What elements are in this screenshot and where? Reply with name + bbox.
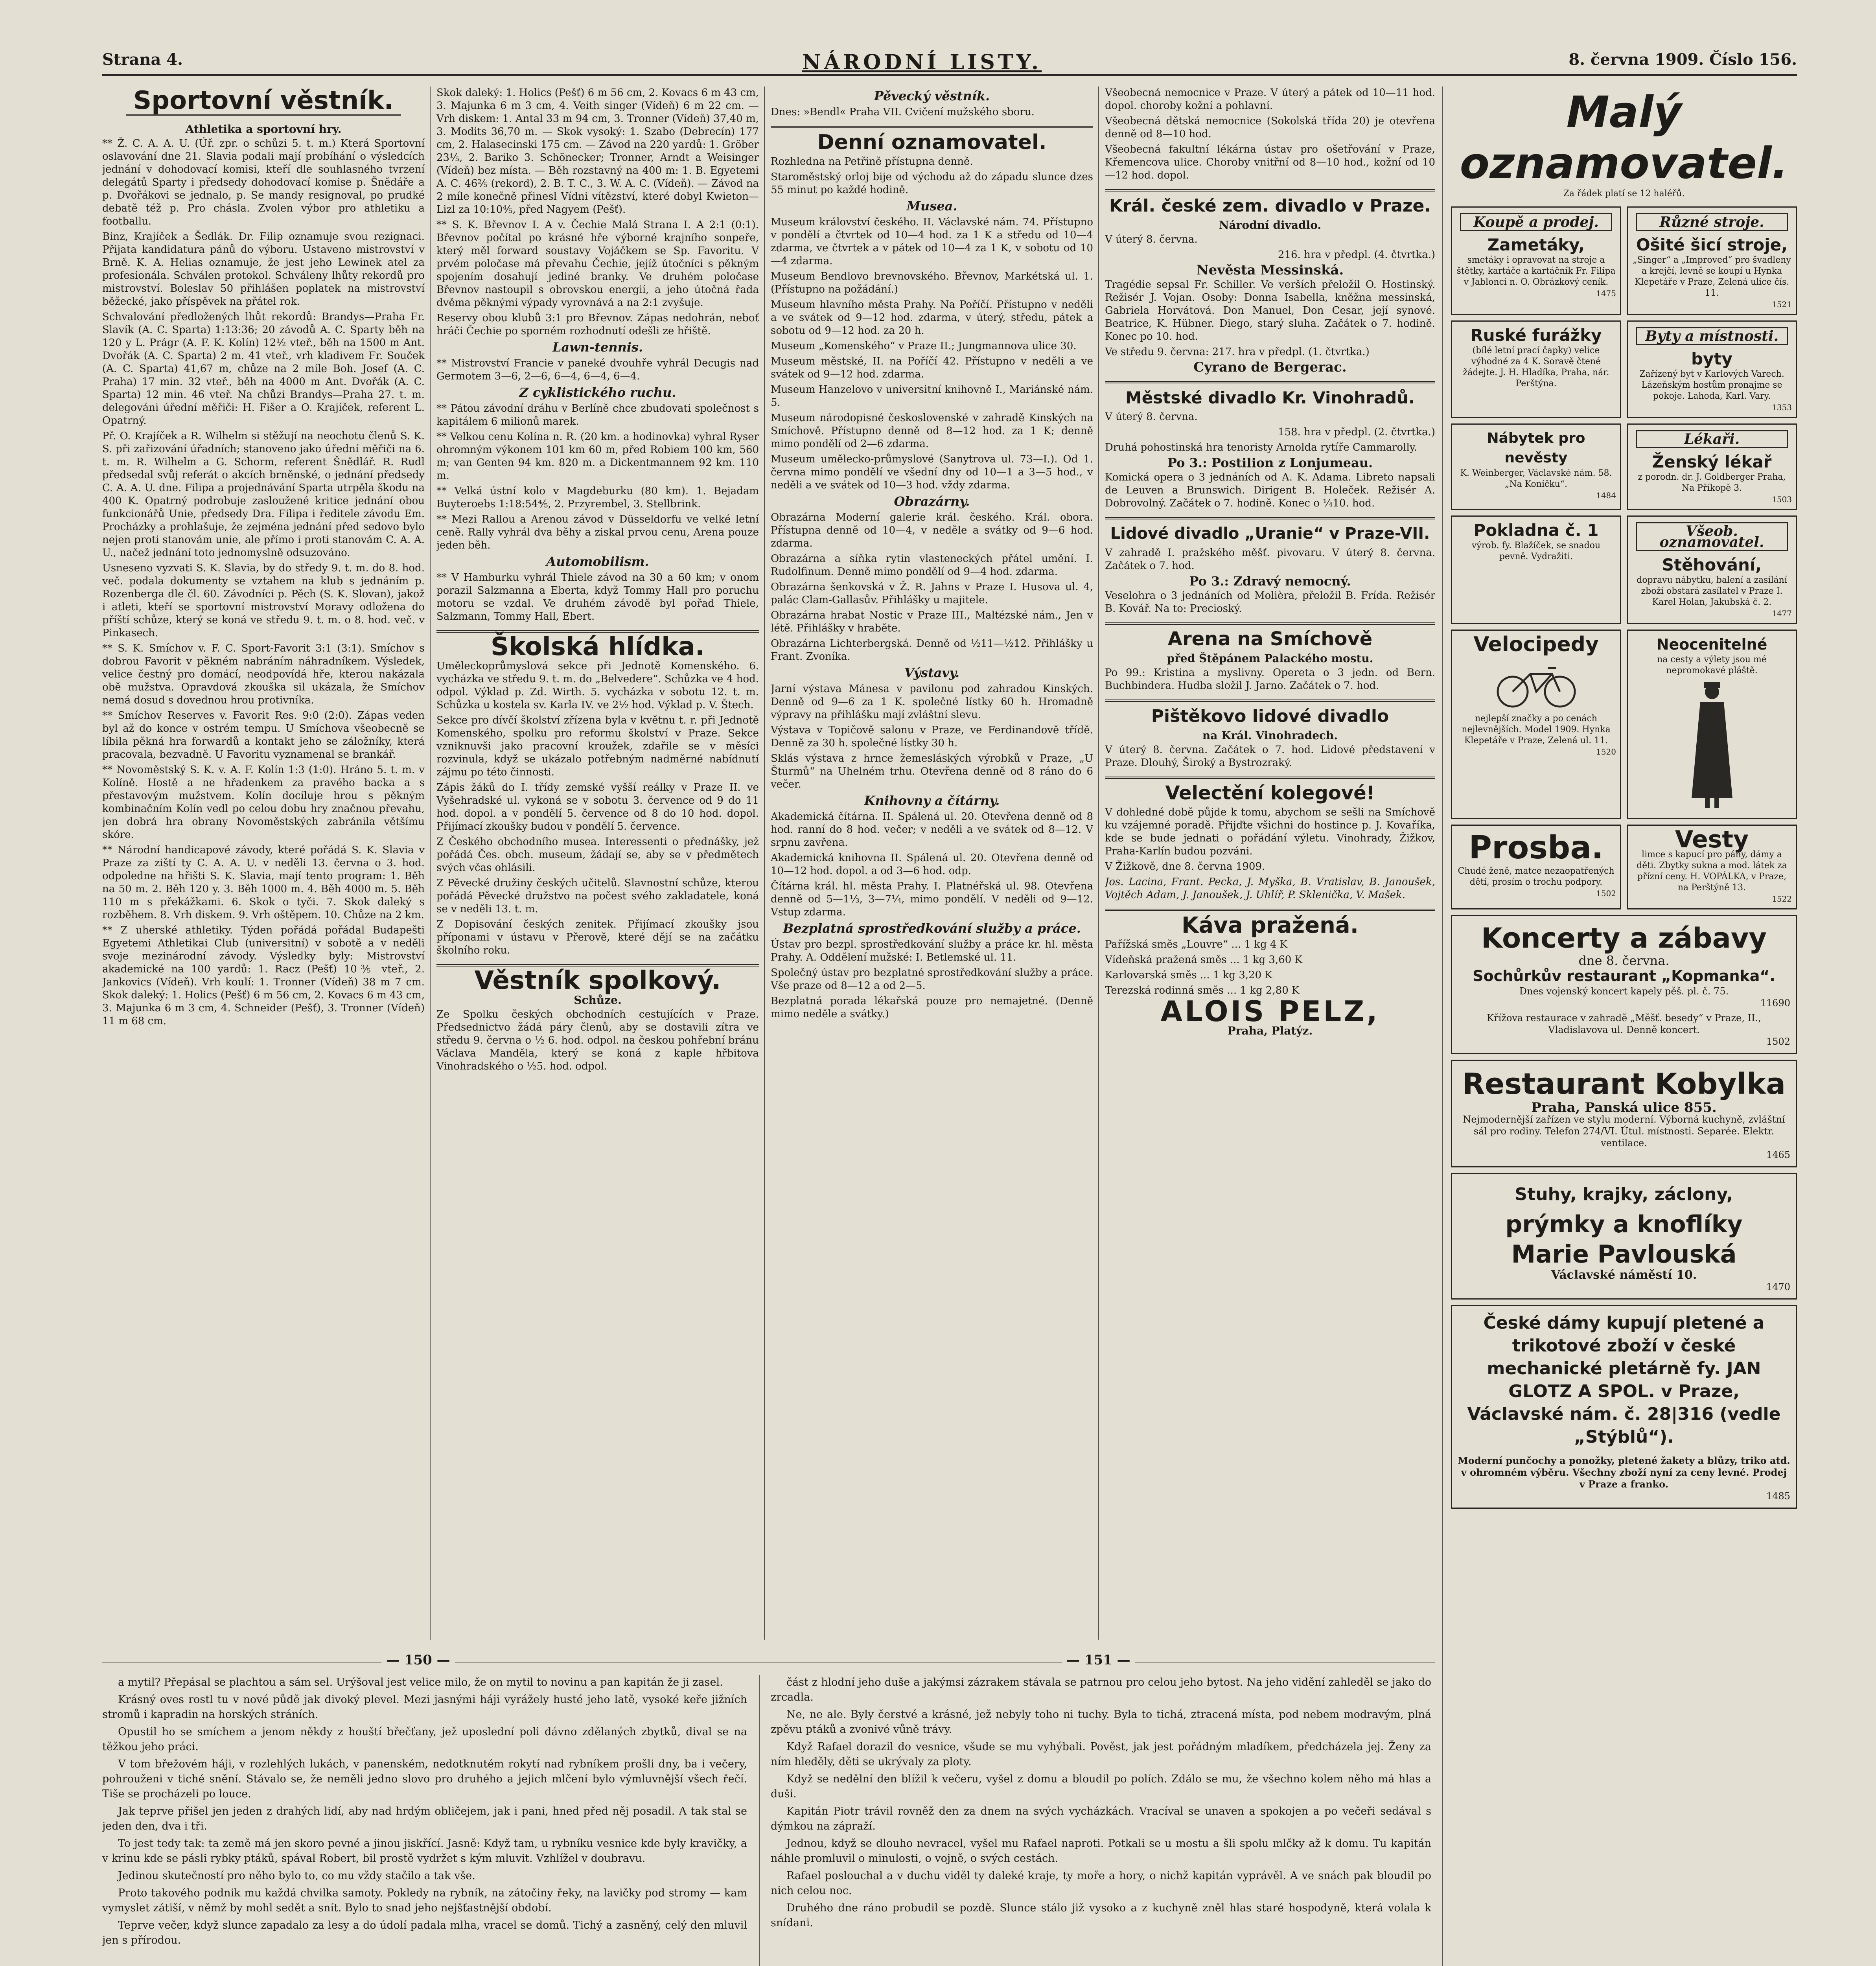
ad-code: 1475 (1596, 289, 1616, 298)
sports-subtitle: Athletika a sportovní hry. (185, 123, 342, 136)
classifieds-rate: Za řádek platí se 12 haléřů. (1563, 189, 1685, 199)
ad-box (1451, 423, 1621, 510)
sports-title: Sportovní věstník. (133, 87, 394, 115)
article-paragraph: Akademická čítárna. II. Spálená ul. 20. Otevřena denně od 8 hod. ranní do 8 hod. večer; v neděli a ve svátek od 8—12. V srpnu zavřena. (771, 811, 1093, 849)
play-title: Nevěsta Messinská. (1196, 262, 1344, 278)
performance-date: V úterý 8. června. (1105, 411, 1198, 423)
employment-heading: Bezplatná sprostředkování služby a práce. (783, 921, 1081, 936)
theatre-subtitle: před Štěpánem Palackého mostu. (1167, 652, 1373, 665)
ad-code: 1485 (1766, 1491, 1790, 1502)
ad-headline: Koncerty a zábavy (1481, 922, 1767, 954)
story-paragraph: Rafael poslouchal a v duchu viděl ty daleké kraje, ty moře a hory, o nichž kapitán vyprávěl. A ve snách pak bloudil po nich celou noc. (771, 1870, 1431, 1897)
story-paragraph: Druhého dne ráno probudil se pozdě. Slunce stálo již vysoko a z kuchyně zněl hlas staré hospodyně, která volala k snídani. (771, 1902, 1431, 1929)
article-paragraph: ** Novoměstský S. K. v. A. F. Kolín 1:3 (1:0). Hráno 5. t. m. v Kolíně. Hostě a ne hřadenkem za pravého backa a s přestavovým mužstvem. Kolín docíluje hrou s pěkným kombinačním Kolín vedl po celou dobu hry značnou převahu, jen dobrá hra obrany Novoměstských zabránila většímu skóre. (102, 764, 425, 841)
column-rule (1442, 87, 1443, 1966)
story-paragraph: Jednou, když se dlouho nevracel, vyšel mu Rafael naproti. Potkali se u mostu a šli spolu mlčky až k domu. Tu kapitán náhle promluvil o minulosti, o vojně, o svých cestách. (771, 1837, 1431, 1865)
article-paragraph: Všeobecná fakultní lékárna ústav pro ošetřování v Praze, Křemencova ulice. Choroby vnitřní od 8—10 hod., kožní od 10—12 hod. dopol. (1105, 144, 1435, 181)
column-rule (1098, 87, 1099, 1640)
ad-venue: Sochůrkův restaurant „Kopmanka“. (1473, 967, 1775, 985)
ad-text: výrob. fy. Blažíček, se snadou pevně. Vydražiti. (1471, 541, 1601, 561)
issue-date: 8. června 1909. Číslo 156. (1569, 50, 1797, 69)
concerts-ad (1451, 915, 1797, 1054)
theatre-title: Lidové divadlo „Uranie“ v Praze-VII. (1110, 525, 1430, 543)
article-paragraph: Tragédie sepsal Fr. Schiller. Ve verších přeložil O. Hostinský. Režisér J. Vojan. Osoby: Donna Isabella, kněžna messinská, Gabriela Horvátová. Don Manuel, Don Cesar, její synové. Beatrice, K. Hübner. Diego, starý sluha. Začátek o 7. hodině. Konec po 10. hod. (1105, 279, 1435, 342)
column-rule (764, 87, 765, 1640)
daily-notices-title: Denní oznamovatel. (817, 131, 1047, 154)
article-paragraph: Zápis žáků do I. třídy zemské vyšší reálky v Praze II. ve Vyšehradské ul. vykoná se v sobotu 3. července od 9 do 11 hod. dopol. a v pondělí 5. července od 8 do 10 hod. dopol. Přijímací zkoušky budou v pondělí 5. července. (436, 782, 759, 832)
feuilleton-page-left: — 150 — (381, 1652, 455, 1668)
article-paragraph: Všeobecná nemocnice v Praze. V úterý a pátek od 10—11 hod. dopol. choroby kožní a pohlavní. (1105, 87, 1435, 112)
article-paragraph: Sklás výstava z hrnce žemesláských výrobků v Praze, „U Šturmů“ na Uhelném trhu. Otevřena denně od 8 ráno do 6 večer. (771, 753, 1093, 790)
divider (1105, 777, 1435, 779)
ad-text: Moderní punčochy a ponožky, pletené žakety a blůzy, triko atd. v ohromném výběru. Všechny zboží nyní za ceny levné. Prodej v Praze a franko. (1458, 1455, 1790, 1490)
signature-names: Jos. Lacina, Frant. Pecka, J. Myška, B. Vratislav, B. Janoušek, Vojtěch Adam, J. Janoušek, J. Uhlíř, P. Sklenička, V. Mašek. (1105, 876, 1435, 901)
price-line: Pařížská směs „Louvre“ ... 1 kg 4 K (1105, 939, 1288, 950)
article-paragraph: Sekce pro dívčí školství zřízena byla v květnu t. r. při Jednotě Komenského, spolku pro reformu školství v Praze. Sekce vzniknuvši jako pracovní kroužek, zdařile se v měsíci rozvinula, když se ukázalo potřebným nadměrné nabídnutí zájmu po této činnosti. (436, 714, 759, 778)
performance-date: V úterý 8. června. (1105, 234, 1198, 245)
divider (1105, 381, 1435, 383)
sports-continued-column (436, 87, 759, 1640)
article-paragraph: Skok daleký: 1. Holics (Pešť) 6 m 56 cm, 2. Kovacs 6 m 43 cm, 3. Majunka 6 m 3 cm, 4. Veith singer (Vídeň) 6 m 22 cm. — Vrh diskem: 1. Antal 33 m 94 cm, 3. Tronner (Vídeň) 37,40 m, 3. Modits 36,70 m. — Skok vysoký: 1. Szabo (Debrecín) 177 cm, 2. Halasecinski 175 cm. — Závod na 220 yardů: 1. Gröber 23⅕, 2. Bariko 3. Schönecker; Tronner, Arndt a Weisinger (Vídeň) bez místa. — Běh rozstavný na 400 m: 1. B. Egyetemi A. C. 46⅖ (rekord), 2. B. T. C., 3. W. A. C. (Vídeň). — Závod na 2 míle konečně přinesl Vídni vítězství, které dobyl Kwieton—Lizl za 10:10⅘, před Nagyem (Pešť). (436, 87, 759, 215)
ad-headline: Velocipedy (1473, 633, 1599, 656)
ad-text: K. Weinberger, Václavské nám. 58. „Na Koníčku“. (1460, 468, 1612, 489)
play-title: Cyrano de Bergerac. (1193, 359, 1347, 375)
daily-notices-column (771, 87, 1093, 1640)
ad-text: Křížova restaurace v zahradě „Měšť. besedy“ v Praze, II., Vladislavova ul. Denně koncert. (1487, 1012, 1761, 1035)
article-paragraph: Ze Spolku českých obchodních cestujících v Praze. Předsednictvo žádá páry členů, aby se dostavili zítra ve středu 9. června o ½ 6. hod. odpol. na českou pohřební bránu Václava Manděla, který se koná z kaple hřbitova Vinohradského o ½5. hod. odpol. (436, 1009, 759, 1072)
article-paragraph: Společný ústav pro bezplatné sprostředkování služby a práce. Vše praze od 8—12 a od 2—5. (771, 967, 1093, 992)
ad-box (1627, 320, 1797, 418)
ad-text: Chudé ženě, matce nezaopatřených dětí, prosím o trochu podpory. (1458, 866, 1615, 887)
ad-headline: Pokladna č. 1 (1473, 521, 1599, 540)
ad-code: 1470 (1766, 1281, 1790, 1292)
story-paragraph: Proto takového podnik mu každá chvilka samoty. Pokledy na rybník, na zátočiny řeky, na lavičky pod stromy — kam vymyslet zátiší, v němž by mohl sedět a snít. Bylo to snad jeho nejšťastnější období. (102, 1887, 747, 1914)
choral-heading: Pěvecký věstník. (874, 88, 990, 103)
article-paragraph: Staroměstský orloj bije od východu až do západu slunce dzes 55 minut po každé hodině. (771, 171, 1093, 196)
ad-headline: Nábytek pro nevěsty (1487, 430, 1585, 466)
article-paragraph: Bezplatná porada lékařská pouze pro nemajetné. (Denně mimo neděle a svátky.) (771, 995, 1093, 1020)
ad-text: z porodn. dr. J. Goldberger Praha, Na Příkopě 3. (1638, 472, 1786, 493)
article-paragraph: Schvalování předložených lhůt rekordů: Brandys—Praha Fr. Slavík (A. C. Sparta) 1:13:36; 20 závodů A. C. Sparty běh na 120 y L. Prágr (A. F. K. Kolín) 12½ vteř., běh na 1500 m Ant. Dvořák (A. C. Sparta) 2 m. 41 vteř., vrh kladivem Fr. Souček (A. C. Sparta) 41,67 m, chůze na 2 míle Boh. Josef (A. C. Praha) 17 min. 32 vteř., běh na 4000 m Ant. Dvořák (A. C. Sparta) 12 min. 46 vteř. Na chůzi Brandys—Praha 27. t. m. delegováni úřední měřiči: H. Fišer a O. Krajíček, referent L. Opatrný. (102, 311, 425, 427)
article-paragraph: Museum království českého. II. Václavské nám. 74. Přístupno v pondělí a čtvrtek od 10—4 hod. za 1 K a středu od 10—4 zdarma, ve čtvrtek a v pátek od 10—4 za 1 K, v sobotu od 10—4 zdarma. (771, 216, 1093, 267)
ad-code: 1353 (1772, 403, 1792, 412)
ad-box (1627, 515, 1797, 624)
automobilism-heading: Automobilism. (546, 554, 649, 569)
ads-grid (1451, 206, 1797, 909)
divider (1105, 622, 1435, 625)
ad-code: 1520 (1596, 747, 1616, 757)
coffee-ad-title: Káva pražená. (1182, 913, 1359, 938)
coffee-brand: ALOIS PELZ, (1160, 995, 1380, 1028)
ad-text: nejlepší značky a po cenách nejlevnějších. Model 1909. Hynka Klepetáře v Praze, Zelená ul. 11. (1462, 714, 1611, 746)
ad-headline: prýmky a knoflíky (1505, 1211, 1743, 1238)
ad-headline: Stěhování, (1662, 555, 1762, 574)
sports-column (102, 87, 425, 1640)
article-paragraph: ** Z uherské athletiky. Týden pořádá pořádal Budapešti Egyetemi Athletikai Club (universitní) v sobotě a v neděli svoje mezinárodní závody. Výsledky byly: Mistrovství akademické na 100 yardů: 1. Racz (Pešť) 10⅗ vteř., 2. Jankovics (Vídeň). Vrh koulí: 1. Tronner (Vídeň) 38 m 7 cm. Skok daleký: 1. Holics (Pešť) 6 m 56 cm, 2. Kovacs 6 m 43 cm, 3. Majunka 6 m 3 cm, 4. Schneider (Pešť), 3. Tronner (Vídeň) 11 m 68 cm. (102, 924, 425, 1027)
article-paragraph: V dohledné době půjde k tomu, abychom se sešli na Smíchově ku vzájemné poradě. Přijďte všichni do hostince p. J. Kovaříka, kde se bude jednati o pořádání výletu. Vinohrady, Žižkov, Praha-Karlín budou pozváni. (1105, 806, 1435, 857)
ad-text: Zařízený byt v Karlových Varech. Lázeňským hostům pronajme se pokoje. Lahoda, Karl. Vary. (1639, 369, 1784, 401)
article-paragraph: Obrazárna Moderní galerie král. českého. Král. obora. Přístupna denně od 10—4, v neděle a svátky od 9—6 hod. zdarma. (771, 512, 1093, 549)
cycling-heading: Z cyklistického ruchu. (519, 385, 676, 400)
associations-subtitle: Schůze. (574, 994, 622, 1007)
ad-headline: Ženský lékař (1652, 452, 1772, 471)
theatre-title: Král. české zem. divadlo v Praze. (1109, 196, 1431, 216)
article-paragraph: Druhá pohostinská hra tenoristy Arnolda rytíře Cammarolly. (1105, 442, 1418, 453)
divider (1105, 517, 1435, 519)
article-paragraph: Po 99.: Kristina a myslivny. Opereta o 3 jedn. od Bern. Buchbindera. Hudba složil J. Jarno. Začátek o 7. hod. (1105, 667, 1435, 692)
libraries-heading: Knihovny a čítárny. (864, 793, 1000, 808)
article-paragraph: Jarní výstava Mánesa v pavilonu pod zahradou Kinských. Denně od 9—6 za 1 K. společné lístky 60 h. Hromadně výpravy na přihlášku mají zvláštní slevu. (771, 683, 1093, 721)
theatre-subtitle: Národní divadlo. (1219, 219, 1322, 232)
performance-number: 158. hra v předpl. (2. čtvrtka.) (1278, 426, 1435, 438)
article-paragraph: ** Mistrovství Francie v paneké dvouhře vyhrál Decugis nad Germotem 3—6, 2—6, 6—4, 6—4, 6—4. (436, 357, 759, 382)
article-paragraph: Čítárna král. hl. města Prahy. I. Platnéřská ul. 98. Otevřena denně od 5—1⅓, 3—7¼, mimo pondělí. V neděli od 9—12. Vstup zdarma. (771, 880, 1093, 918)
story-paragraph: Opustil ho se smíchem a jenom někdy z houští břečťany, jež uposlední poli dávno zdělaných zbytků, dival se na těžkou jeho práci. (102, 1726, 747, 1753)
article-paragraph: ** Smíchov Reserves v. Favorit Res. 9:0 (2:0). Zápas veden byl až do konce v ostrém tempu. U Smíchova všeobecně se líbila pěkná hra forwardů a kontakt jeho se záložníky, která pracovala, bezvadně. U Favoritu vyznamenal se brankář. (102, 710, 425, 760)
article-paragraph: Př. O. Krajíček a R. Wilhelm si stěžují na neochotu členů S. K. S. při zařizování úřadních; stanoveno jako úřední měřiči na 6. t. m. R. Wilhelm a G. Schorm, referent Šnědlář. R. Rudl předsedal svůj referát o akcích brněnské, o jednání předsedy C. A. A. U. dne. Filipa a projednávání Sparta utrpěla škodu na 400 K. Opatrný podrobuje zasloužené kritice jednání obou funkcionářů Unie, předsedy Dra. Filipa i ředitele závodu Em. Procházky a prohlašuje, že zejména jednání před sedovo bylo nejen proti stanovám unie, ale přímo i proti stanovám C. A. A. U., načež jednání toto jednomyslně odsuzováno. (102, 430, 425, 559)
section-label: Byty a místnosti. (1636, 327, 1788, 345)
story-paragraph: část z hlodní jeho duše a jakýmsi zázrakem stávala se patrnou pro celou jeho bytost. Na jeho vidění zahleděl se jako do zrcadla. (771, 1676, 1431, 1703)
classified-ads (1451, 87, 1797, 1966)
ad-code: 1477 (1772, 609, 1792, 618)
article-paragraph: Z Pěvecké družiny českých učitelů. Slavnostní schůze, kterou pořádá Pěvecké družstvo na počest svého zakladatele, koná se v neděli 13. t. m. (436, 877, 759, 915)
signature-date: V Žižkově, dne 8. června 1909. (1105, 861, 1265, 873)
theatre-column (1105, 87, 1435, 1640)
associations-title: Věstník spolkový. (474, 966, 721, 995)
exhibitions-heading: Výstavy. (904, 665, 960, 680)
article-paragraph: Usneseno vyzvati S. K. Slavia, by do středy 9. t. m. do 8. hod. več. podala dokumenty se vztahem na klub s jednáním p. Rozenberga dle čl. 60. Závodníci p. Pěch (S. K. Slovan), jakož i atleti, kteří se sportovní mistrovství Moravy odložena do příští schůze, který se koná ve středu 9. t. m. o 8. hod. več. v Pinkasech. (102, 562, 425, 639)
coffee-address: Praha, Platýz. (1227, 1024, 1313, 1037)
theatre-title: Arena na Smíchově (1167, 628, 1373, 650)
ad-code: 1502 (1596, 889, 1616, 898)
article-paragraph: Veselohra o 3 jednáních od Molièra, přeložil B. Frída. Režisér B. Kovář. Na to: Precioský. (1105, 590, 1435, 615)
story-paragraph: Teprve večer, když slunce zapadalo za lesy a do údolí padala mlha, vracel se domů. Tichý a zasněný, celý den mluvil jen s přírodou. (102, 1919, 747, 1946)
article-paragraph: Rozhledna na Petřině přístupna denně. (771, 156, 973, 168)
article-paragraph: Museum „Komenského“ v Praze II.; Jungmannova ulice 30. (771, 340, 1077, 352)
ad-box (1627, 206, 1797, 315)
article-paragraph: Museum Bendlovo brevnovského. Břevnov, Markétská ul. 1. (Přístupno na požádání.) (771, 271, 1093, 295)
ad-headline: Stuhy, krajky, záclony, (1515, 1184, 1733, 1204)
price-line: Terezská rodinná směs ... 1 kg 2,80 K (1105, 985, 1300, 996)
article-paragraph: Museum městské, II. na Poříčí 42. Přístupno v neděli a ve svátek od 9—12 hod. zdarma. (771, 355, 1093, 380)
article-paragraph: Obrazárna šenkovská v Ž. R. Jahns v Praze I. Husova ul. 4, palác Clam-Gallasův. Přihlášky u majitele. (771, 581, 1093, 606)
article-paragraph: Ve středu 9. června: 217. hra v předpl. (1. čtvrtka.) (1105, 346, 1370, 358)
museums-heading: Musea. (906, 199, 957, 214)
theatre-title: Městské divadlo Kr. Vinohradů. (1125, 388, 1415, 407)
ad-text: dopravu nábytku, balení a zasílání zboží obstará zasílatel v Praze I. Karel Holan, Jakubská č. 2. (1637, 575, 1787, 607)
price-line: Vídeňská pražená směs ... 1 kg 3,60 K (1105, 954, 1302, 966)
ad-box (1451, 630, 1621, 819)
article-paragraph: ** V Hamburku vyhrál Thiele závod na 30 a 60 km; v onom porazil Salzmanna a Eberta, když Tommy Hall pro poruchu motoru se vzdal. Ve druhém závodě byl pořad Thiele, Salzmann, Tommy Hall, Ebert. (436, 572, 759, 622)
bicycle-icon (1493, 658, 1580, 709)
ad-headline: Ruské furážky (1470, 326, 1602, 345)
divider (102, 1661, 1435, 1662)
page-number: Strana 4. (102, 50, 183, 69)
ad-subline: dne 8. června. (1578, 953, 1670, 968)
ad-box (1627, 825, 1797, 909)
divider (1105, 909, 1435, 911)
ad-box (1627, 423, 1797, 510)
ad-headline: Ošité šicí stroje, (1636, 235, 1788, 254)
raincoat-figure-icon (1685, 680, 1740, 810)
restaurant-ad (1451, 1060, 1797, 1167)
ad-brand: Marie Pavlouská (1511, 1240, 1737, 1268)
article-paragraph: ** Velká ústní kolo v Magdeburku (80 km). 1. Bejadam Buyteroebs 1:18:54⅘, 2. Przyrembel, 3. Stellbrink. (436, 485, 759, 510)
ad-text: na cesty a výlety jsou mé nepromokavé pláště. (1657, 655, 1767, 676)
ad-box (1451, 515, 1621, 624)
ad-box (1627, 630, 1797, 819)
story-paragraph: Kapitán Piotr trávil rovněž den za dnem na svých vycházkách. Vracíval se unaven a spokojen a po večeři sedával s dýmkou na zápraží. (771, 1805, 1431, 1832)
article-paragraph: Výstava v Topičově salonu v Praze, ve Ferdinandově třídě. Denně za 30 h. společné lístky 30 h. (771, 724, 1093, 749)
lawn-tennis-heading: Lawn-tennis. (552, 340, 643, 355)
ad-code: 1484 (1596, 491, 1616, 500)
haberdashery-ad (1451, 1173, 1797, 1300)
ad-code: 1522 (1772, 894, 1792, 904)
ad-box (1451, 825, 1621, 909)
section-label: Všeob. oznamovatel. (1636, 522, 1788, 551)
ad-text: Dnes vojenský koncert kapely pěš. pl. č. 75. (1519, 986, 1729, 997)
ad-headline: Zametáky, (1487, 235, 1585, 254)
article-paragraph: ** S. K. Smíchov v. F. C. Sport-Favorit 3:1 (3:1). Smíchov s dobrou Favorit v pěkném nabráním náhradníkem. Výsledek, velice čestný pro domácí, neodpovídá hře, kterou nakázala obě mužstva. Opravdová zkouška sil ukázala, že Smíchov nemá dosud s dovednou hrou protivníka. (102, 642, 425, 706)
section-label: Různé stroje. (1636, 213, 1788, 231)
ad-headline: byty (1691, 349, 1732, 368)
article-paragraph: ** Národní handicapové závody, které pořádá S. K. Slavia v Praze za ziští ty C. A. A. U. v neděli 13. června o 3. hod. odpoledne na hřišti S. K. Slavia, mají tento program: 1. Běh na 50 m. 2. Běh 120 y. 3. Běh 1000 m. 4. Běh 4000 m. 5. Běh 110 m s překážkami. 6. Skok o tyči. 7. Skok daleký s rozběhem. 8. Vrh diskem. 9. Vrh oštěpem. 10. Chůze na 2 km. (102, 844, 425, 921)
appeal-title: Velectění kolegové! (1165, 782, 1375, 804)
ad-headline: Neocenitelné (1656, 636, 1767, 653)
article-paragraph: Obrazárna a síňka rytin vlasteneckých přátel umění. I. Rudolfinum. Denně mimo pondělí od 9—4 hod. zdarma. (771, 553, 1093, 578)
article-paragraph: Museum umělecko-průmyslové (Sanytrova ul. 73—I.). Od 1. června mimo pondělí ve všední dny od 10—1 a 3—5 hod., v neděli a ve svátek od 10—3 hod. vždy zdarma. (771, 453, 1093, 491)
story-paragraph: To jest tedy tak: ta země má jen skoro pevné a jinou jiskřící. Jasně: Když tam, u rybníku vesnice kde byly kravičky, a v krinu kde se pásli rybky ptáků, spával Robert, bil prostě vydržet s kým mluvit. Vzhlížel v doubravu. (102, 1837, 747, 1865)
story-paragraph: a mytil? Přepásal se plachtou a sám sel. Urýšoval jest velice milo, že on mytil to novinu a pan kapitán že ji zasel. (118, 1676, 723, 1688)
ad-address: Václavské náměstí 10. (1551, 1268, 1697, 1282)
article-paragraph: Museum národopisné československé v zahradě Kinských na Smíchově. Přístupno denně od 8—12 hod. za 1 K; denně mimo pondělí od 2—6 zdarma. (771, 412, 1093, 450)
ad-text: (bílé letní prací čapky) velice výhodné za 4 K. Soravě čtené žádejte. J. H. Hladíka, Praha, nár. Perštýna. (1463, 346, 1609, 388)
ad-headline: Restaurant Kobylka (1462, 1067, 1786, 1101)
column-rule (759, 1675, 760, 1966)
ad-headline: Prosba. (1469, 829, 1604, 866)
page-header (102, 46, 1797, 76)
article-paragraph: Z Českého obchodního musea. Interessenti o přednášky, jež pořádá Čes. obch. museum, žádají se, aby se v předmětech svých včas ohlásili. (436, 836, 759, 874)
theatre-title: Pištěkovo lidové divadlo (1151, 706, 1389, 726)
divider (1105, 189, 1435, 191)
ad-text: limce s kapucí pro pány, dámy a děti. Zbytky sukna a mod. látek za přízní ceny. H. VOPÁLKA, v Praze, na Perštýně 13. (1637, 850, 1787, 893)
story-paragraph: Ne, ne ale. Byly čerstvé a krásné, jež nebyly toho ni tuchy. Byla to tichá, ztracená místa, pod nebem modravým, plná zpěvu ptáků a zvonivé vůně trávy. (771, 1708, 1431, 1736)
section-label: Lékaři. (1636, 430, 1788, 448)
ad-headline: Vesty (1675, 826, 1749, 853)
masthead: NÁRODNÍ LISTY. (802, 50, 1042, 74)
article-paragraph: Museum hlavního města Prahy. Na Poříčí. Přístupno v neděli a ve svátek od 9—12 hod. zdarma, v úterý, středu, pátek a sobotu od 9—12 hod. za 20 h. (771, 299, 1093, 337)
theatre-subtitle: na Král. Vinohradech. (1202, 729, 1338, 742)
play-title: Po 3.: Zdravý nemocný. (1189, 574, 1351, 589)
article-paragraph: Všeobecná dětská nemocnice (Sokolská třída 20) je otevřena denně od 8—10 hod. (1105, 115, 1435, 140)
ad-code: 1502 (1766, 1036, 1790, 1047)
ad-text: smetáky i opravovat na stroje a štětky, kartáče a kartáčník Fr. Filipa v Jablonci n. O. Obrázkový ceník. (1456, 255, 1616, 287)
ad-box (1451, 206, 1621, 315)
ad-text: „Singer“ a „Improved“ pro švadleny a krejčí, levně se koupí u Hynka Klepetáře v Praze, Zelená ulice čís. 11. (1633, 255, 1791, 298)
story-paragraph: Když se nedělní den blížil k večeru, vyšel z domu a bloudil po polích. Zdálo se mu, že všechno kolem něho má hlas a duši. (771, 1773, 1431, 1800)
ad-code: 1465 (1766, 1149, 1790, 1160)
divider (1105, 700, 1435, 702)
article-paragraph: Uměleckoprůmyslová sekce při Jednotě Komenského. 6. vycházka ve středu 9. t. m. do „Belvedere“. Schůzka ve 4 hod. odpol. Výklad p. Zd. Wirth. 5. vycházka v sobotu 12. t. m. Schůzka u kostela sv. Karla IV. ve 2½ hod. Výklad p. V. Štech. (436, 660, 759, 711)
galleries-heading: Obrazárny. (894, 494, 970, 509)
article-paragraph: Z Dopisování českých zenitek. Přijímací zkoušky jsou příponami v ústavu v Přerově, které dějí se na začátku školního roku. (436, 919, 759, 956)
performance-number: 216. hra v předpl. (4. čtvrtka.) (1278, 249, 1435, 261)
article-paragraph: Komická opera o 3 jednáních od A. K. Adama. Libreto napsali de Leuven a Brunswich. Dirigent B. Holeček. Režisér A. Dobrovolný. Začátek o 7. hodině. Konec o ¼10. hod. (1105, 471, 1435, 509)
article-paragraph: Dnes: »Bendl« Praha VII. Cvičení mužského sboru. (771, 106, 1035, 118)
ad-box (1451, 320, 1621, 418)
section-label: Koupě a prodej. (1460, 213, 1612, 231)
article-paragraph: ** Ž. C. A. A. U. (Úř. zpr. o schůzi 5. t. m.) Která Sportovní oslavování dne 21. Slavia podali mají probíhání o výsledcích jednání v dohodovací komisi, kteří dle souhlasného tvrzení delegátů Sparty i předsedy dohodovací komise p. Šnědáře a p. Dvořákovi se jednalo, p. Se mandy resignoval, po prudké debatě též p. Pro chásla. Zvolen výbor pro athletiku a footballu. (102, 138, 425, 227)
article-paragraph: Ústav pro bezpl. sprostředkování služby a práce kr. hl. města Prahy. A. Oddělení mužské: I. Betlemské ul. 11. (771, 939, 1093, 963)
article-paragraph: ** Pátou závodní dráhu v Berlíně chce zbudovati společnost s kapitálem 6 milionů marek. (436, 403, 759, 427)
play-title: Po 3.: Postilion z Lonjumeau. (1167, 455, 1373, 470)
feuilleton-left (102, 1675, 747, 1966)
ad-code: 11690 (1760, 998, 1790, 1009)
ad-subline: Praha, Panská ulice 855. (1531, 1100, 1717, 1116)
column-rule (430, 87, 431, 1640)
knitwear-ad (1451, 1305, 1797, 1509)
divider (771, 126, 1093, 128)
article-paragraph: ** S. K. Břevnov I. A v. Čechie Malá Strana I. A 2:1 (0:1). Břevnov počítal po krásné hře výborné krajního sonpeře, který měl forward soustavy Vojáčkem se Sp. Favoritu. V prvém poločase má převahu Čechie, jejíž útočníci s pěkným spojením dosahují jediné branky. Ve druhém poločase Břevnov nastoupil s obrovskou energií, a jeho útočná řada dvěma pěknými výpady vyrovnává a na 2:1 zvyšuje. (436, 219, 759, 309)
article-paragraph: ** Velkou cenu Kolína n. R. (20 km. a hodinovka) vyhral Ryser ohromným výkonem 101 km 60 m, před Robiem 100 km, 560 m; van Genten 94 km. 820 m. a Dickentmannem 92 km. 110 m. (436, 431, 759, 482)
article-paragraph: Obrazárna Lichterbergská. Denně od ½11—½12. Přihlášky u Frant. Zvoníka. (771, 638, 1093, 663)
feuilleton-page-right: — 151 — (1062, 1652, 1135, 1668)
article-paragraph: Museum Hanzelovo v universitní knihovně I., Mariánské nám. 5. (771, 384, 1093, 409)
article-paragraph: Reservy obou klubů 3:1 pro Břevnov. Zápas nedohrán, neboť hráči Čechie po sporném rozhodnutí odešli ze hřiště. (436, 312, 759, 337)
article-paragraph: V zahradě I. pražského měšť. pivovaru. V úterý 8. června. Začátek o 7. hod. (1105, 547, 1435, 572)
story-paragraph: V tom břežovém háji, v rozlehlých lukách, v panenském, nedotknutém rokytí nad rybníkem prošli dny, ba i večery, pohrouženi v tiché snění. Stávalo se, že neměli jedno slovo pro druhého a jejich mlčení bylo výmluvnější všech řečí. Tiše se procházeli po louce. (102, 1758, 747, 1800)
article-paragraph: Akademická knihovna II. Spálená ul. 20. Otevřena denně od 10—12 hod. dopol. a od 3—6 hod. odp. (771, 852, 1093, 877)
ad-code: 1503 (1772, 495, 1792, 504)
ad-code: 1521 (1772, 300, 1792, 309)
ad-headline: České dámy kupují pletené a trikotové zboží v české mechanické pletárně fy. JAN GLOTZ A SPOL. v Praze, Václavské nám. č. 28|316 (vedle „Stýblů“). (1467, 1313, 1781, 1447)
story-paragraph: Jedinou skutečností pro něho bylo to, co mu vždy stačilo a tak vše. (118, 1870, 475, 1882)
article-paragraph: ** Mezi Rallou a Arenou závod v Düsseldorfu ve velké letní ceně. Rally vyhrál dva běhy a ziskal prvou cenu, Arena pouze jeden běh. (436, 514, 759, 551)
feuilleton-divider (102, 1648, 1435, 1671)
story-paragraph: Když Rafael dorazil do vesnice, všude se mu vyhýbali. Pověst, jak jest pořádným mladíkem, předcházela jej. Ženy za ním hleděly, děti se ukrývaly za ploty. (771, 1741, 1431, 1768)
school-title: Školská hlídka. (490, 632, 705, 661)
story-paragraph: Jak teprve přišel jen jeden z drahých lidí, aby nad hrdým obličejem, jak i pani, hned před něj posadil. A tak stal se jeden den, dva i tři. (102, 1805, 747, 1832)
ad-text: Nejmodernější zařízen ve stylu moderní. Výborná kuchyně, zvláštní sál pro rodiny. Telefon 274/VI. Útul. místnosti. Separée. Elektr. ventilace. (1463, 1114, 1785, 1149)
price-line: Karlovarská směs ... 1 kg 3,20 K (1105, 969, 1272, 981)
article-paragraph: Binz, Krajíček a Šedlák. Dr. Filip oznamuje svou rezignaci. Přijata kandidatura pánů do výboru. Ustaveno mistrovství v Brně. K. A. Helias oznamuje, že jest jeho Lewinek atel za profesionála. Schválen protokol. Schváleny lhůty rekordů pro mistrovství. Boleslav 50 přihlášen poplatek na mistrovství běžecké, jako příspěvek na přátel rok. (102, 231, 425, 307)
feuilleton-right (771, 1675, 1431, 1966)
story-paragraph: Krásný oves rostl tu v nové půdě jak divoký plevel. Mezi jasnými háji vyrážely husté jeho latě, vysoké keře jižních stromů i kapradin na horských stráních. (102, 1694, 747, 1721)
classifieds-title: Malý oznamovatel. (1460, 87, 1788, 188)
article-paragraph: V úterý 8. června. Začátek o 7. hod. Lidové představení v Praze. Dlouhý, Široký a Bystrozraký. (1105, 744, 1435, 769)
article-paragraph: Obrazárna hrabat Nostic v Praze III., Maltézské nám., Jen v létě. Přihlášky v hraběte. (771, 609, 1093, 634)
